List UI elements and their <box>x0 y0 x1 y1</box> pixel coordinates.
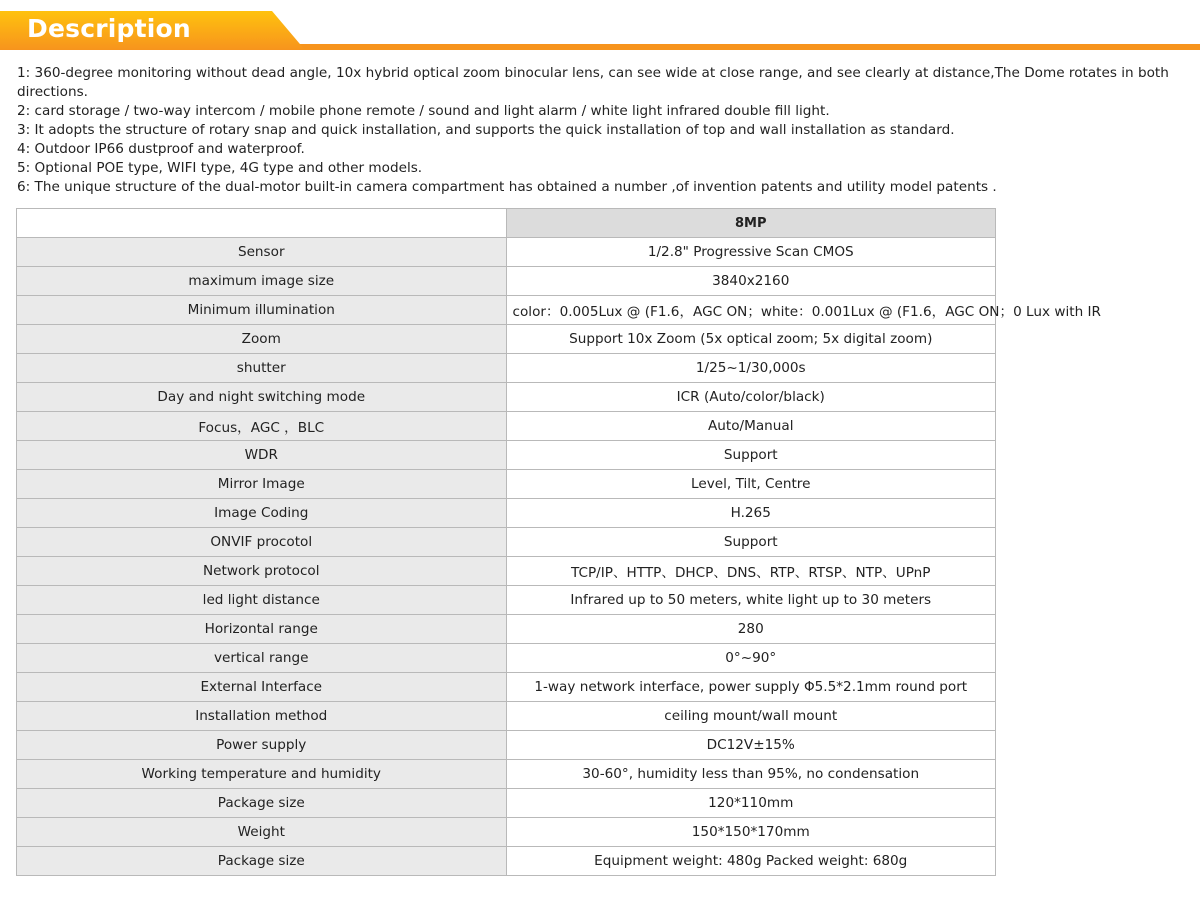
spec-value: 280 <box>506 615 996 644</box>
header-title: Description <box>27 14 191 43</box>
spec-label: Power supply <box>17 731 507 760</box>
table-row <box>17 586 996 615</box>
description-item: 4: Outdoor IP66 dustproof and waterproof. <box>17 141 305 157</box>
spec-value: TCP/IP、HTTP、DHCP、DNS、RTP、RTSP、NTP、UPnP <box>506 557 996 586</box>
table-row <box>17 557 996 586</box>
spec-label: Zoom <box>17 325 507 354</box>
table-column-header: 8MP <box>506 209 996 238</box>
spec-value: 150*150*170mm <box>506 818 996 847</box>
description-item: 3: It adopts the structure of rotary snap and quick installation, and supports the quick installation of top and wall installation as standard. <box>17 122 955 138</box>
table-row <box>17 615 996 644</box>
spec-table-body <box>17 238 1101 876</box>
spec-label: Mirror Image <box>17 470 507 499</box>
spec-value: 0°~90° <box>506 644 996 673</box>
spec-label: External Interface <box>17 673 507 702</box>
table-header-row <box>17 209 996 238</box>
table-row <box>17 470 996 499</box>
section-header <box>0 0 1200 56</box>
spec-value: Support <box>506 528 996 557</box>
description-list <box>17 64 1187 197</box>
table-row <box>17 847 996 876</box>
spec-value: DC12V±15% <box>506 731 996 760</box>
table-row <box>17 238 996 267</box>
description-item: 5: Optional POE type, WIFI type, 4G type and other models. <box>17 160 423 176</box>
spec-label: maximum image size <box>17 267 507 296</box>
spec-value: Equipment weight: 480g Packed weight: 680g <box>506 847 996 876</box>
spec-label: Minimum illumination <box>17 296 507 325</box>
spec-label: Horizontal range <box>17 615 507 644</box>
table-row <box>17 325 996 354</box>
spec-value: ICR (Auto/color/black) <box>506 383 996 412</box>
spec-label: Network protocol <box>17 557 507 586</box>
spec-value: H.265 <box>506 499 996 528</box>
spec-value: 1-way network interface, power supply Φ5.5*2.1mm round port <box>506 673 996 702</box>
spec-label: led light distance <box>17 586 507 615</box>
spec-label: shutter <box>17 354 507 383</box>
spec-label: Working temperature and humidity <box>17 760 507 789</box>
spec-label: Focus，AGC ，BLC <box>17 412 507 441</box>
table-row <box>17 702 996 731</box>
table-row <box>17 441 996 470</box>
spec-value: ceiling mount/wall mount <box>506 702 996 731</box>
spec-label: ONVIF procotol <box>17 528 507 557</box>
spec-value: Infrared up to 50 meters, white light up to 30 meters <box>506 586 996 615</box>
description-item: 1: 360-degree monitoring without dead angle, 10x hybrid optical zoom binocular lens, can see wide at close range, and see clearly at distance,The Dome rotates in both directions. <box>17 65 1169 100</box>
table-row <box>17 528 996 557</box>
table-header-blank <box>17 209 507 238</box>
table-row <box>17 499 996 528</box>
table-row <box>17 673 996 702</box>
table-row <box>17 296 996 325</box>
spec-value: color：0.005Lux @ (F1.6，AGC ON；white：0.001Lux @ (F1.6，AGC ON；0 Lux with IR <box>506 296 996 325</box>
spec-label: vertical range <box>17 644 507 673</box>
spec-label: WDR <box>17 441 507 470</box>
spec-label: Sensor <box>17 238 507 267</box>
spec-label: Image Coding <box>17 499 507 528</box>
table-row <box>17 731 996 760</box>
spec-value: 30-60°, humidity less than 95%, no condensation <box>506 760 996 789</box>
spec-value: Support 10x Zoom (5x optical zoom; 5x digital zoom) <box>506 325 996 354</box>
spec-value: 1/25~1/30,000s <box>506 354 996 383</box>
spec-value: Support <box>506 441 996 470</box>
spec-label: Package size <box>17 847 507 876</box>
table-row <box>17 412 996 441</box>
description-item: 6: The unique structure of the dual-motor built-in camera compartment has obtained a number ,of invention patents and utility model patents . <box>17 179 997 195</box>
table-row <box>17 354 996 383</box>
table-row <box>17 818 996 847</box>
description-item: 2: card storage / two-way intercom / mobile phone remote / sound and light alarm / white light infrared double fill light. <box>17 103 830 119</box>
table-row <box>17 267 996 296</box>
spec-value: 3840x2160 <box>506 267 996 296</box>
spec-value: Auto/Manual <box>506 412 996 441</box>
spec-value: 1/2.8" Progressive Scan CMOS <box>506 238 996 267</box>
spec-table <box>16 208 1101 876</box>
table-row <box>17 789 996 818</box>
table-row <box>17 383 996 412</box>
spec-value: Level, Tilt, Centre <box>506 470 996 499</box>
spec-label: Installation method <box>17 702 507 731</box>
table-row <box>17 644 996 673</box>
spec-value: 120*110mm <box>506 789 996 818</box>
spec-label: Weight <box>17 818 507 847</box>
spec-label: Package size <box>17 789 507 818</box>
table-row <box>17 760 996 789</box>
spec-label: Day and night switching mode <box>17 383 507 412</box>
